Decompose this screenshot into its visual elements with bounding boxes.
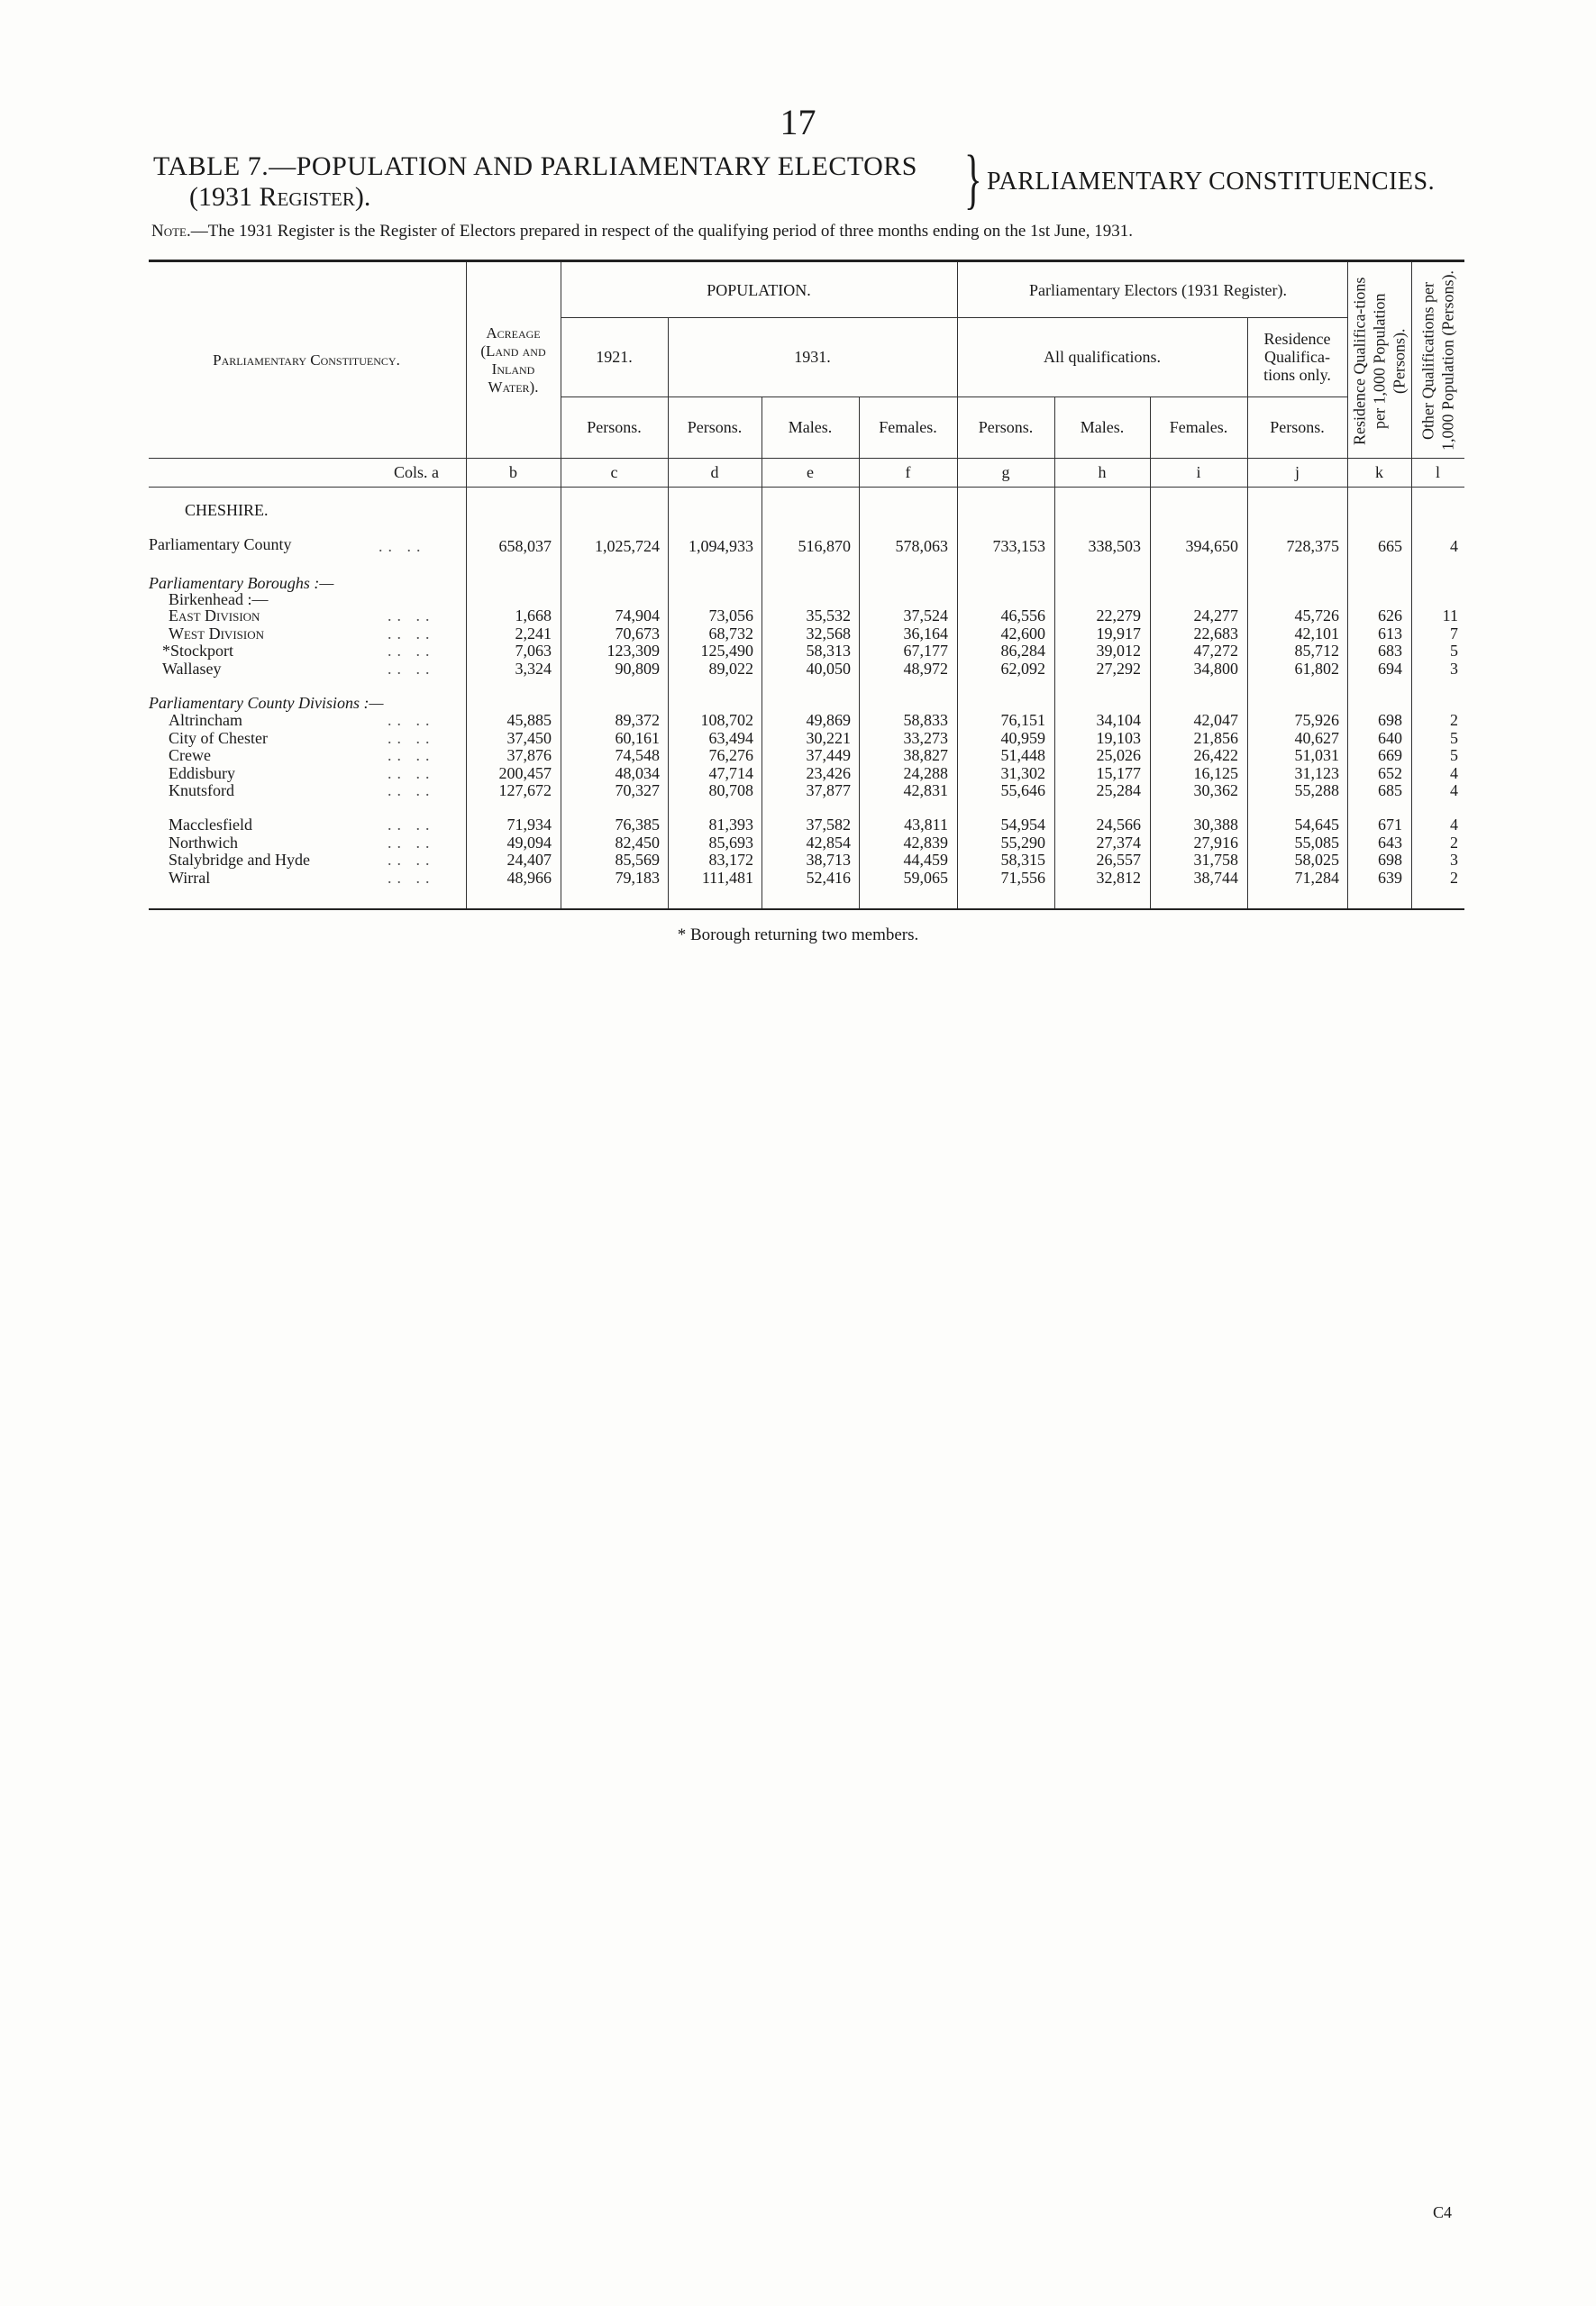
- cell-col-d: 76,276: [708, 746, 753, 764]
- cell-col-b: 3,324: [515, 659, 552, 678]
- leader-dots: .. ..: [388, 728, 435, 747]
- header-persons-c: Persons.: [587, 418, 642, 436]
- cell-col-l: 11: [1442, 606, 1458, 624]
- cell-col-g: 58,315: [1000, 851, 1045, 869]
- cell-col-h: 39,012: [1096, 642, 1141, 660]
- page-number: 17: [780, 102, 816, 142]
- table-title: [153, 151, 917, 213]
- col-letter-g: g: [1001, 463, 1010, 481]
- cell-col-i: 22,683: [1193, 624, 1238, 643]
- cell-col-c: 123,309: [606, 642, 660, 660]
- cell-col-i: 21,856: [1193, 728, 1238, 747]
- cell-col-j: 54,645: [1294, 816, 1339, 834]
- cell-col-i: 31,758: [1193, 851, 1238, 869]
- cell-col-f: 37,524: [903, 606, 948, 624]
- row-label: City of Chester: [169, 728, 268, 747]
- cell-col-h: 22,279: [1096, 606, 1141, 624]
- col-letter-k: k: [1375, 463, 1383, 481]
- cell-col-l: 4: [1450, 816, 1458, 834]
- cell-col-g: 51,448: [1000, 746, 1045, 764]
- cell-col-i: 42,047: [1193, 711, 1238, 729]
- cell-col-c: 79,183: [615, 868, 660, 887]
- birkenhead-heading: Birkenhead :—: [169, 590, 269, 608]
- cell-col-h: 19,103: [1096, 728, 1141, 747]
- cell-col-k: 698: [1378, 851, 1402, 869]
- leader-dots: .. ..: [388, 763, 435, 782]
- cell-col-e: 38,713: [806, 851, 851, 869]
- header-col-l: Other Qualifications per 1,000 Population (Persons).: [1418, 270, 1457, 451]
- cell-col-g: 54,954: [1000, 816, 1045, 834]
- cell-col-d: 89,022: [708, 659, 753, 678]
- cell-col-k: 683: [1378, 642, 1402, 660]
- printer-signature: C4: [1433, 2203, 1453, 2221]
- cell-col-f: 24,288: [903, 763, 948, 782]
- cell-col-b: 7,063: [515, 642, 552, 660]
- cell-col-d: 1,094,933: [689, 537, 753, 555]
- cell-col-i: 24,277: [1193, 606, 1238, 624]
- cell-col-f: 43,811: [904, 816, 948, 834]
- cell-col-e: 30,221: [806, 728, 851, 747]
- cell-col-k: 639: [1378, 868, 1402, 887]
- row-label: *Stockport: [162, 642, 233, 660]
- cell-col-l: 5: [1450, 642, 1458, 660]
- note-label: Note.: [151, 222, 191, 241]
- cell-col-c: 82,450: [615, 833, 660, 852]
- cell-col-d: 83,172: [708, 851, 753, 869]
- cell-col-e: 58,313: [806, 642, 851, 660]
- cell-col-j: 40,627: [1294, 728, 1339, 747]
- leader-dots: .. ..: [388, 868, 435, 887]
- cell-col-c: 90,809: [615, 659, 660, 678]
- header-females-f: Females.: [879, 418, 937, 436]
- cell-col-g: 31,302: [1000, 763, 1045, 782]
- leader-dots: .. ..: [388, 816, 435, 834]
- cell-col-l: 4: [1450, 537, 1458, 555]
- cell-col-j: 45,726: [1294, 606, 1339, 624]
- cell-col-b: 1,668: [515, 606, 552, 624]
- leader-dots: .. ..: [388, 606, 435, 624]
- cell-col-l: 7: [1450, 624, 1458, 643]
- cell-col-g: 86,284: [1000, 642, 1045, 660]
- cell-col-e: 35,532: [806, 606, 851, 624]
- cell-col-b: 37,450: [506, 728, 552, 747]
- cell-col-g: 42,600: [1000, 624, 1045, 643]
- cell-col-h: 24,566: [1096, 816, 1141, 834]
- leader-dots: .. ..: [388, 624, 435, 643]
- cell-col-k: 613: [1378, 624, 1402, 643]
- title-brace: }: [964, 142, 982, 216]
- county-row-label: Parliamentary County: [149, 535, 292, 553]
- cell-col-c: 70,327: [615, 781, 660, 799]
- cell-col-d: 80,708: [708, 781, 753, 799]
- col-letter-c: c: [610, 463, 618, 481]
- leader-dots: .. ..: [388, 781, 435, 799]
- cell-col-d: 125,490: [700, 642, 753, 660]
- cell-col-l: 4: [1450, 781, 1458, 799]
- cell-col-b: 200,457: [498, 763, 552, 782]
- cell-col-h: 19,917: [1096, 624, 1141, 643]
- cell-col-i: 38,744: [1193, 868, 1238, 887]
- cell-col-b: 49,094: [506, 833, 552, 852]
- cell-col-c: 89,372: [615, 711, 660, 729]
- col-letter-l: l: [1435, 463, 1440, 481]
- cell-col-l: 5: [1450, 728, 1458, 747]
- row-label: Stalybridge and Hyde: [169, 851, 310, 869]
- cell-col-f: 67,177: [903, 642, 948, 660]
- cell-col-k: 643: [1378, 833, 1402, 852]
- cell-col-j: 42,101: [1294, 624, 1339, 643]
- cell-col-e: 52,416: [806, 868, 851, 887]
- cell-col-i: 16,125: [1193, 763, 1238, 782]
- header-residence-qualifications: Residence Qualifica-tions only.: [1263, 330, 1331, 384]
- leader-dots: .. ..: [388, 711, 435, 729]
- cell-col-c: 48,034: [615, 763, 660, 782]
- cell-col-f: 38,827: [903, 746, 948, 764]
- header-year-1931: 1931.: [794, 348, 831, 366]
- footnote: * Borough returning two members.: [677, 925, 919, 944]
- cell-col-j: 58,025: [1294, 851, 1339, 869]
- note-text: —The 1931 Register is the Register of Electors prepared in respect of the qualifying period of three months ending on the 1st June, 1931.: [190, 222, 1134, 241]
- cell-col-j: 51,031: [1294, 746, 1339, 764]
- cell-col-k: 665: [1378, 537, 1402, 555]
- header-males-e: Males.: [788, 418, 833, 436]
- row-label: Eddisbury: [169, 763, 235, 782]
- cell-col-h: 25,026: [1096, 746, 1141, 764]
- cell-col-k: 685: [1378, 781, 1402, 799]
- cell-col-l: 2: [1450, 711, 1458, 729]
- cell-col-f: 59,065: [903, 868, 948, 887]
- cell-col-g: 46,556: [1000, 606, 1045, 624]
- cell-col-j: 31,123: [1294, 763, 1339, 782]
- col-letter-d: d: [710, 463, 719, 481]
- cell-col-b: 71,934: [506, 816, 552, 834]
- cell-col-h: 34,104: [1096, 711, 1141, 729]
- table-title-sub: (1931 Register).: [189, 182, 371, 212]
- row-label: Altrincham: [169, 711, 242, 729]
- cell-col-i: 26,422: [1193, 746, 1238, 764]
- cell-col-j: 61,802: [1294, 659, 1339, 678]
- cell-col-d: 85,693: [708, 833, 753, 852]
- header-year-1921: 1921.: [596, 348, 633, 366]
- leader-dots: .. ..: [388, 833, 435, 852]
- cell-col-e: 42,854: [806, 833, 851, 852]
- cell-col-h: 27,374: [1096, 833, 1141, 852]
- cell-col-i: 34,800: [1193, 659, 1238, 678]
- col-letter-j: j: [1294, 463, 1300, 481]
- table-note: [151, 222, 1133, 242]
- cell-col-l: 5: [1450, 746, 1458, 764]
- header-col-k: Residence Qualifica-tions per 1,000 Population (Persons).: [1350, 277, 1409, 445]
- cell-col-c: 70,673: [615, 624, 660, 643]
- row-label: Wallasey: [162, 659, 222, 678]
- cell-col-b: 2,241: [515, 624, 552, 643]
- cell-col-d: 73,056: [708, 606, 753, 624]
- cell-col-d: 63,494: [708, 728, 753, 747]
- cell-col-i: 30,362: [1193, 781, 1238, 799]
- divisions-heading: Parliamentary County Divisions :—: [149, 694, 384, 712]
- cell-col-h: 32,812: [1096, 868, 1141, 887]
- cell-col-f: 578,063: [895, 537, 948, 555]
- cell-col-l: 3: [1450, 659, 1458, 678]
- cell-col-b: 127,672: [498, 781, 552, 799]
- cell-col-j: 55,288: [1294, 781, 1339, 799]
- header-constituency: Parliamentary Constituency.: [213, 351, 400, 369]
- leader-dots: .. ..: [388, 659, 435, 678]
- cell-col-b: 48,966: [506, 868, 552, 887]
- row-label: Wirral: [169, 868, 211, 887]
- cell-col-g: 733,153: [992, 537, 1045, 555]
- col-letter-a: Cols. a: [393, 463, 439, 481]
- cell-col-f: 33,273: [903, 728, 948, 747]
- boroughs-heading: Parliamentary Boroughs :—: [149, 574, 334, 592]
- cell-col-f: 48,972: [903, 659, 948, 678]
- cell-col-b: 37,876: [506, 746, 552, 764]
- cell-col-g: 55,290: [1000, 833, 1045, 852]
- col-letter-f: f: [905, 463, 911, 481]
- row-label: West Division: [169, 624, 264, 643]
- cell-col-e: 37,877: [806, 781, 851, 799]
- header-electors: Parliamentary Electors (1931 Register).: [1029, 280, 1287, 299]
- cell-col-k: 671: [1378, 816, 1402, 834]
- cell-col-e: 23,426: [806, 763, 851, 782]
- cell-col-h: 26,557: [1096, 851, 1141, 869]
- cell-col-e: 32,568: [806, 624, 851, 643]
- cell-col-f: 44,459: [903, 851, 948, 869]
- cell-col-b: 45,885: [506, 711, 552, 729]
- cell-col-h: 338,503: [1088, 537, 1141, 555]
- cell-col-k: 698: [1378, 711, 1402, 729]
- table-title-right: PARLIAMENTARY CONSTITUENCIES.: [987, 168, 1436, 196]
- cell-col-l: 2: [1450, 833, 1458, 852]
- cell-col-b: 24,407: [506, 851, 552, 869]
- row-label: Knutsford: [169, 781, 234, 799]
- cell-col-k: 669: [1378, 746, 1402, 764]
- leader-dots: .. ..: [388, 851, 435, 869]
- cell-col-k: 694: [1378, 659, 1402, 678]
- header-acreage: Acreage (Land and Inland Water).: [480, 324, 546, 396]
- cell-col-j: 85,712: [1294, 642, 1339, 660]
- header-persons-d: Persons.: [687, 418, 743, 436]
- cell-col-h: 27,292: [1096, 659, 1141, 678]
- table-bottom-rule: [149, 908, 1464, 910]
- cell-col-l: 4: [1450, 763, 1458, 782]
- cell-col-l: 3: [1450, 851, 1458, 869]
- letters-bottom-rule: [149, 487, 1464, 488]
- cell-col-j: 728,375: [1286, 537, 1339, 555]
- cell-col-c: 76,385: [615, 816, 660, 834]
- cell-col-d: 68,732: [708, 624, 753, 643]
- cell-col-e: 37,582: [806, 816, 851, 834]
- row-label: Macclesfield: [169, 816, 252, 834]
- leader-dots: .. ..: [388, 746, 435, 764]
- cell-col-c: 60,161: [615, 728, 660, 747]
- cell-col-c: 85,569: [615, 851, 660, 869]
- cell-col-j: 55,085: [1294, 833, 1339, 852]
- cell-col-e: 40,050: [806, 659, 851, 678]
- header-all-qualifications: All qualifications.: [1044, 348, 1161, 366]
- cell-col-i: 394,650: [1185, 537, 1238, 555]
- cell-col-k: 640: [1378, 728, 1402, 747]
- cell-col-g: 71,556: [1000, 868, 1045, 887]
- cell-col-f: 58,833: [903, 711, 948, 729]
- leader-dots: .. ..: [388, 642, 435, 660]
- cell-col-i: 30,388: [1193, 816, 1238, 834]
- col-letter-h: h: [1098, 463, 1107, 481]
- cell-col-f: 42,831: [903, 781, 948, 799]
- county-heading: CHESHIRE.: [185, 501, 269, 519]
- row-label: Crewe: [169, 746, 211, 764]
- col-letter-b: b: [509, 463, 517, 481]
- cell-col-l: 2: [1450, 868, 1458, 887]
- col-letter-i: i: [1196, 463, 1201, 481]
- cell-col-k: 626: [1378, 606, 1402, 624]
- cell-col-c: 74,548: [615, 746, 660, 764]
- cell-col-c: 74,904: [615, 606, 660, 624]
- cell-col-g: 76,151: [1000, 711, 1045, 729]
- cell-col-k: 652: [1378, 763, 1402, 782]
- cell-col-j: 71,284: [1294, 868, 1339, 887]
- cell-col-h: 25,284: [1096, 781, 1141, 799]
- cell-col-b: 658,037: [498, 537, 552, 555]
- table-title-main: TABLE 7.—POPULATION AND PARLIAMENTARY ELECTORS: [153, 151, 917, 181]
- col-letter-e: e: [807, 463, 814, 481]
- cell-col-i: 47,272: [1193, 642, 1238, 660]
- cell-col-h: 15,177: [1096, 763, 1141, 782]
- cell-col-d: 111,481: [701, 868, 753, 887]
- cell-col-e: 37,449: [806, 746, 851, 764]
- cell-col-d: 81,393: [708, 816, 753, 834]
- cell-col-c: 1,025,724: [595, 537, 660, 555]
- row-label: Northwich: [169, 833, 238, 852]
- cell-col-i: 27,916: [1193, 833, 1238, 852]
- cell-col-f: 36,164: [903, 624, 948, 643]
- cell-col-e: 516,870: [798, 537, 851, 555]
- cell-col-d: 47,714: [708, 763, 753, 782]
- cell-col-g: 40,959: [1000, 728, 1045, 747]
- cell-col-g: 62,092: [1000, 659, 1045, 678]
- cell-col-j: 75,926: [1294, 711, 1339, 729]
- leader-dots: .. ..: [378, 537, 426, 555]
- header-males-h: Males.: [1080, 418, 1125, 436]
- header-persons-g: Persons.: [978, 418, 1034, 436]
- row-label: East Division: [169, 606, 260, 624]
- cell-col-g: 55,646: [1000, 781, 1045, 799]
- cell-col-f: 42,839: [903, 833, 948, 852]
- cell-col-d: 108,702: [700, 711, 753, 729]
- header-females-i: Females.: [1169, 418, 1228, 436]
- header-population: POPULATION.: [707, 280, 811, 299]
- cell-col-e: 49,869: [806, 711, 851, 729]
- header-persons-j: Persons.: [1270, 418, 1325, 436]
